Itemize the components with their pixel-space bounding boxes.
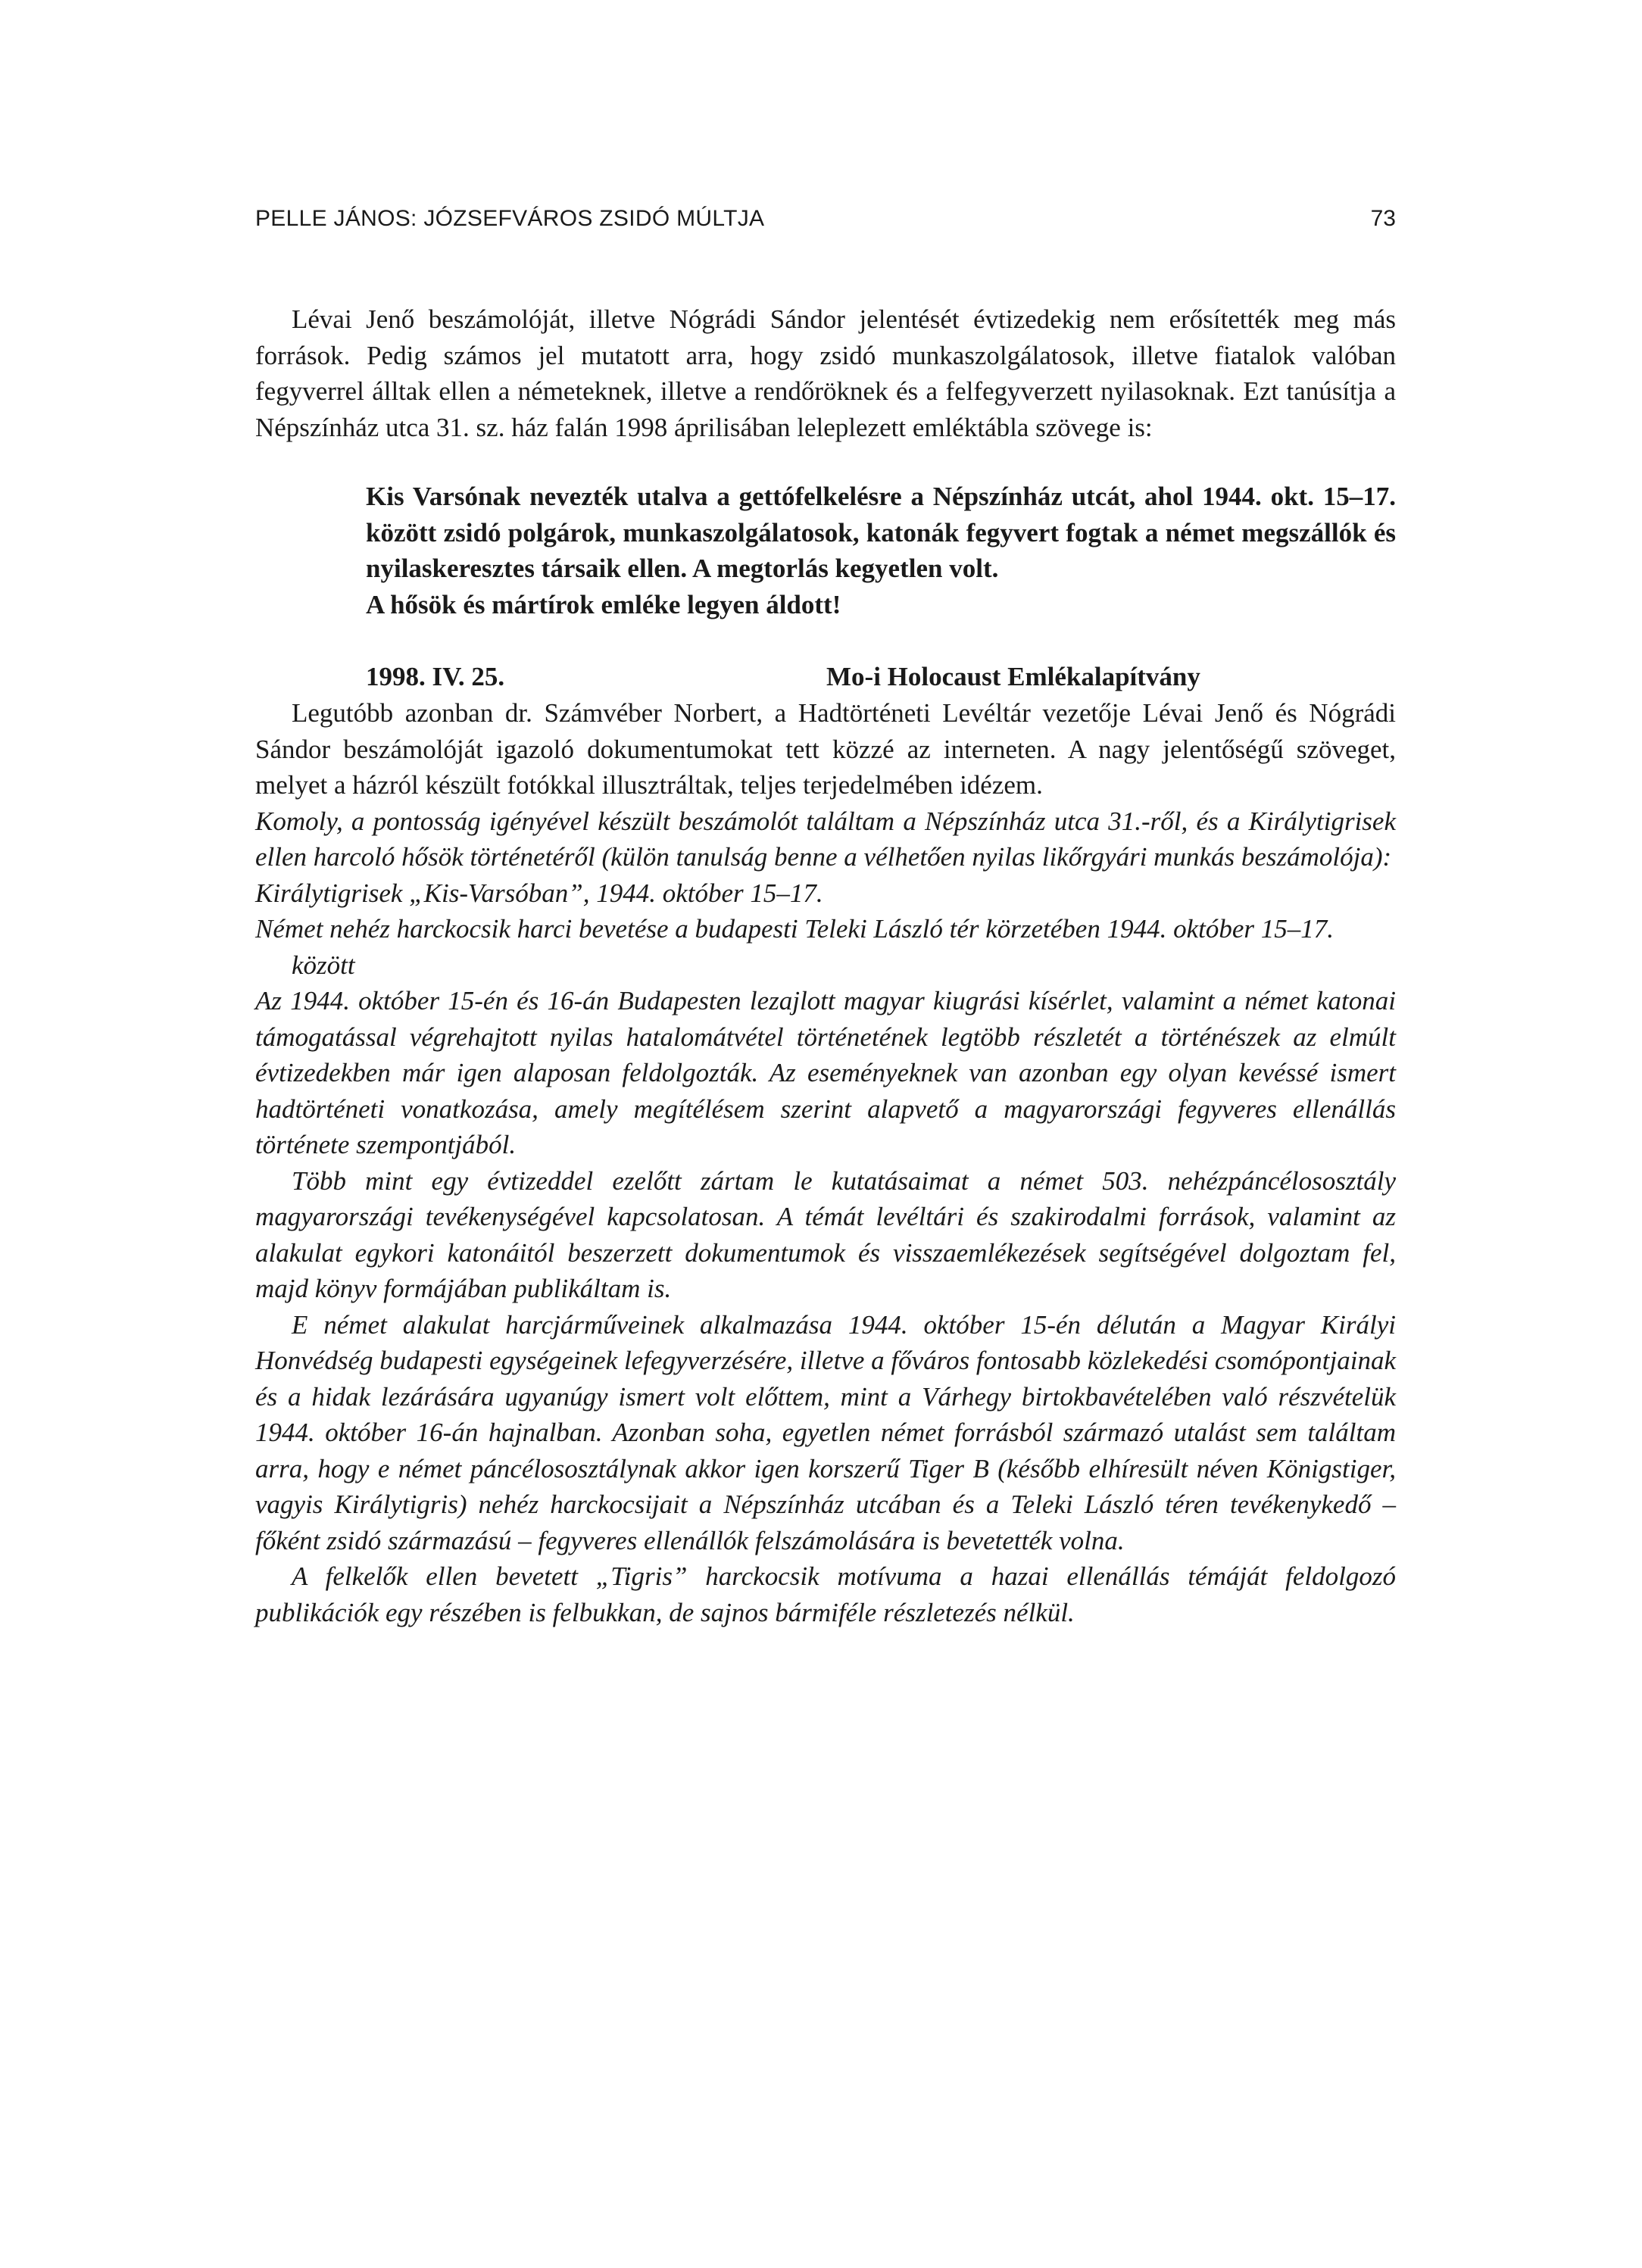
page-number: 73 [1370, 206, 1396, 231]
quote-title: Királytigrisek „Kis-Varsóban”, 1944. október 15–17. [255, 878, 823, 908]
body-paragraph: Lévai Jenő beszámolóját, illetve Nógrádi Sándor jelentését évtizedekig nem erősítették meg más források. Pedig számos jel mutatott arra, hogy zsidó munkaszolgálatosok, illetve fiatalok valóban fegyverrel álltak ellen a németeknek, illetve a rendőröknek és a felfegyverzett nyilasoknak. Ezt tanúsítja a Népszínház utca 31. sz. ház falán 1998 áprilisában leleplezett emléktábla szövege is: [255, 304, 1396, 442]
body-paragraph: Legutóbb azonban dr. Számvéber Norbert, a Hadtörténeti Levéltár vezetője Lévai Jenő és Nógrádi Sándor beszámolóját igazoló dokumentumokat tett közzé az interneten. A nagy jelentőségű szöveget, melyet a házról készült fotókkal illusztráltak, teljes terjedelmében idézem. [255, 698, 1396, 800]
running-title: PELLE JÁNOS: JÓZSEFVÁROS ZSIDÓ MÚLTJA [255, 206, 765, 231]
quote-paragraph: Több mint egy évtizeddel ezelőtt zártam le kutatásaimat a német 503. nehézpáncélososztály magyarországi tevékenységével kapcsolatosan. A témát levéltári és szakirodalmi források, valamint az alakulat egykori katonáitól beszerzett dokumentumok és visszaemlékezések segítségével dolgoztam fel, majd könyv formájában publikáltam is. [255, 1165, 1396, 1303]
running-header [255, 206, 1396, 236]
plaque-organization: Mo-i Holocaust Emlékalapítvány [826, 662, 1200, 691]
quote-paragraph: A felkelők ellen bevetett „Tigris” harckocsik motívuma a hazai ellenállás témáját feldolgozó publikációk egy részében is felbukkan, de sajnos bármiféle részletezés nélkül. [255, 1561, 1396, 1627]
quote-intro: Komoly, a pontosság igényével készült beszámolót találtam a Népszínház utca 31.-ről, és a Királytigrisek ellen harcoló hősök történetéről (külön tanulság benne a vélhetően nyilas likőrgyári munkás beszámolója): [255, 806, 1396, 872]
quote-paragraph: Az 1944. október 15-én és 16-án Budapesten lezajlott magyar kiugrási kísérlet, valamint a német katonai támogatással végrehajtott nyilas hatalomátvétel történetének legtöbb részletét a történészek az elmúlt évtizedekben már igen alaposan feldolgozták. Az eseményeknek van azonban egy olyan kevéssé ismert hadtörténeti vonatkozása, amely megítélésem szerint alapvető a magyarországi fegyveres ellenállás története szempontjából. [255, 986, 1396, 1159]
quote-subtitle: Német nehéz harckocsik harci bevetése a budapesti Teleki László tér körzetében 1944. október 15–17. között [255, 914, 1334, 980]
page-body [255, 301, 1396, 1630]
plaque-date: 1998. IV. 25. [366, 662, 505, 691]
memorial-plaque-text [366, 479, 1396, 622]
plaque-blessing: A hősök és mártírok emléke legyen áldott! [366, 589, 841, 619]
plaque-footer [366, 659, 1396, 695]
plaque-inscription: Kis Varsónak nevezték utalva a gettófelkelésre a Népszínház utcát, ahol 1944. okt. 15–17. között zsidó polgárok, munkaszolgálatosok, katonák fegyvert fogtak a német megszállók és nyilaskeresztes társaik ellen. A megtorlás kegyetlen volt. [366, 482, 1396, 583]
quote-paragraph: E német alakulat harcjárműveinek alkalmazása 1944. október 15-én délután a Magyar Királyi Honvédség budapesti egységeinek lefegyverzésére, illetve a főváros fontosabb közlekedési csomópontjainak és a hidak lezárására ugyanúgy ismert volt előttem, mint a Várhegy birtokbavételében való részvételük 1944. október 16-án hajnalban. Azonban soha, egyetlen német forrásból származó utalást sem találtam arra, hogy e német páncélososztálynak akkor igen korszerű Tiger B (később elhíresült néven Königstiger, vagyis Királytigris) nehéz harckocsijait a Népszínház utcában és a Teleki László téren tevékenykedő – főként zsidó származású – fegyveres ellenállók felszámolására is bevetették volna. [255, 1309, 1396, 1555]
